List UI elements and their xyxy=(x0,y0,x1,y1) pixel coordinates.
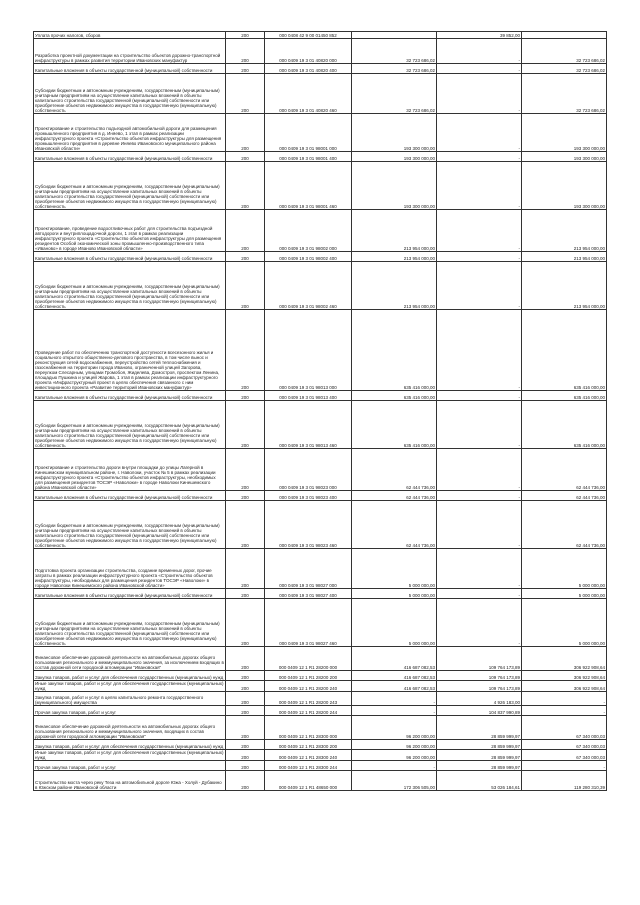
row-name-cell: Субсидии бюджетным и автономным учреждениям, государственным (муниципальным) унитарным предприятиям на осуществление капитальных вложений в объекты капитального строительства государственной (муниципальной) собственности или приобретение объектов недвижимого имущества в государственную (муниципальную) собственность xyxy=(34,162,226,210)
row-line-code-cell: 200 xyxy=(226,761,265,771)
row-classification-code-cell: 000 0409 12 1 R1 28200 240 xyxy=(265,681,352,692)
table-row xyxy=(34,449,607,491)
row-name-cell: Финансовое обеспечение дорожной деятельности на автомобильных дорогах общего пользования регионального и межмуниципального значения, за исключением входящих в состав дорожной сети городской агломерации "Ивановская" xyxy=(34,647,226,671)
row-executed-cell: 28 859 999,97 xyxy=(437,750,522,761)
row-name-cell: Капитальные вложения в объекты государственной (муниципальной) собственности xyxy=(34,391,226,401)
row-approved-plan-cell: 32 723 686,02 xyxy=(352,39,437,64)
row-executed-cell: 28 859 999,97 xyxy=(437,716,522,740)
row-line-code-cell: 200 xyxy=(226,262,265,310)
row-unexecuted-cell: 5 000 000,00 xyxy=(522,589,607,599)
row-executed-cell: - xyxy=(437,589,522,599)
row-line-code-cell: 200 xyxy=(226,449,265,491)
row-classification-code-cell: 000 0409 19 3 01 98013 460 xyxy=(265,401,352,449)
row-unexecuted-cell: 213 954 000,00 xyxy=(522,210,607,252)
row-name-cell: Проведение работ по обеспечению транспортной доступности всесезонного жилья и социального открытого общественно-делового пространства, в том числе вынос и реконструкция сетей водоснабжения, переустройство сетей теплоснабжения и газоснабжения на территории города Иваново, ограниченной улицей Загорова, переулком Слесарным, улицами Громобоя, Жиделева, Домостроя, проспектом Ленина, площадью Пушкина и улицей Жарова, 1 этап в рамках реализации инфраструктурного проекта «Инфраструктурный проект в целях обеспечения связанного с ним инвестиционного проекта «Развитие территорий Ивановских мануфактур» xyxy=(34,310,226,391)
row-line-code-cell: 200 xyxy=(226,692,265,706)
row-unexecuted-cell: 213 954 000,00 xyxy=(522,252,607,262)
row-classification-code-cell: 000 0409 19 3 01 98001 400 xyxy=(265,152,352,162)
row-executed-cell: 109 764 173,89 xyxy=(437,681,522,692)
row-line-code-cell: 200 xyxy=(226,750,265,761)
row-line-code-cell: 200 xyxy=(226,647,265,671)
row-classification-code-cell: 000 0409 19 3 01 98002 000 xyxy=(265,210,352,252)
row-name-cell: Закупка товаров, работ и услуг для обеспечения государственных (муниципальных) нужд xyxy=(34,740,226,750)
table-row xyxy=(34,671,607,681)
row-line-code-cell: 200 xyxy=(226,391,265,401)
row-classification-code-cell: 000 0409 19 3 01 98002 400 xyxy=(265,252,352,262)
row-name-cell: Разработка проектной документации на строительство объектов дорожно-транспортной инфраструктуры в рамках развития территории Ивановских мануфактур xyxy=(34,39,226,64)
row-unexecuted-cell: 5 000 000,00 xyxy=(522,549,607,589)
table-row xyxy=(34,74,607,114)
row-line-code-cell: 200 xyxy=(226,706,265,716)
row-classification-code-cell: 000 0409 12 1 R1 28200 243 xyxy=(265,692,352,706)
row-unexecuted-cell: 306 922 908,64 xyxy=(522,681,607,692)
row-line-code-cell: 200 xyxy=(226,64,265,74)
row-name-cell: Субсидии бюджетным и автономным учреждениям, государственным (муниципальным) унитарным предприятиям на осуществление капитальных вложений в объекты капитального строительства государственной (муниципальной) собственности или приобретение объектов недвижимого имущества в государственную (муниципальную) собственность xyxy=(34,74,226,114)
table-row xyxy=(34,64,607,74)
row-name-cell: Капитальные вложения в объекты государственной (муниципальной) собственности xyxy=(34,64,226,74)
row-unexecuted-cell: 635 416 000,00 xyxy=(522,310,607,391)
table-row xyxy=(34,262,607,310)
table-row xyxy=(34,761,607,771)
row-executed-cell: - xyxy=(437,599,522,647)
row-unexecuted-cell: 193 300 000,00 xyxy=(522,114,607,152)
table-row xyxy=(34,706,607,716)
row-name-cell: Капитальные вложения в объекты государственной (муниципальной) собственности xyxy=(34,589,226,599)
row-classification-code-cell: 000 0409 19 3 01 98002 460 xyxy=(265,262,352,310)
row-unexecuted-cell xyxy=(522,32,607,39)
row-classification-code-cell: 000 0409 19 3 01 98001 460 xyxy=(265,162,352,210)
row-classification-code-cell: 000 0409 19 3 01 40820 000 xyxy=(265,39,352,64)
row-classification-code-cell: 000 0409 12 1 R1 28200 000 xyxy=(265,647,352,671)
row-classification-code-cell: 000 0409 12 1 R1 28200 244 xyxy=(265,706,352,716)
row-line-code-cell: 200 xyxy=(226,210,265,252)
table-row xyxy=(34,401,607,449)
row-name-cell: Проектирование и строительство дороги внутри площадки до улицы Лагерной в Кинешемском муниципальном районе, г. Наволоки, участок № 5 в рамках реализации инфраструктурного проекта «Строительство объектов инфраструктуры, необходимых для размещения резидентов ТОСЭР «Наволоки» в городе Наволоки Кинешемского района Ивановской области» xyxy=(34,449,226,491)
table-row xyxy=(34,692,607,706)
row-unexecuted-cell: 32 723 686,02 xyxy=(522,74,607,114)
row-approved-plan-cell: 5 000 000,00 xyxy=(352,589,437,599)
row-name-cell: Прочая закупка товаров, работ и услуг xyxy=(34,706,226,716)
row-name-cell: Подготовка проекта организации строительства, создание временных дорог, прочие затраты в рамках реализации инфраструктурного проекта «Строительство объектов инфраструктуры, необходимых для размещения резидентов ТОСЭР «Наволоки» в городе Наволоки Кинешемского района Ивановской области» xyxy=(34,549,226,589)
row-executed-cell: - xyxy=(437,162,522,210)
row-name-cell: Капитальные вложения в объекты государственной (муниципальной) собственности xyxy=(34,152,226,162)
table-row xyxy=(34,647,607,671)
row-unexecuted-cell: 5 000 000,00 xyxy=(522,599,607,647)
row-name-cell: Иные закупки товаров, работ и услуг для обеспечения государственных (муниципальных) нужд xyxy=(35,681,224,692)
row-line-code-cell: 200 xyxy=(226,681,265,692)
row-executed-cell: - xyxy=(437,310,522,391)
row-line-code-cell: 200 xyxy=(226,549,265,589)
row-name-cell: Закупка товаров, работ и услуг для обеспечения государственных (муниципальных) нужд xyxy=(34,671,226,681)
table-row xyxy=(34,152,607,162)
row-executed-cell: 28 859 999,97 xyxy=(437,740,522,750)
row-classification-code-cell: 000 0409 19 3 01 98023 000 xyxy=(265,449,352,491)
row-unexecuted-cell: 62 444 736,00 xyxy=(522,501,607,549)
row-unexecuted-cell: - xyxy=(522,761,607,771)
table-row xyxy=(34,39,607,64)
row-approved-plan-cell: 96 200 000,00 xyxy=(352,740,437,750)
row-line-code-cell: 200 xyxy=(226,491,265,501)
row-line-code-cell: 200 xyxy=(226,114,265,152)
row-executed-cell: 109 764 173,89 xyxy=(437,647,522,671)
table-row xyxy=(34,32,607,39)
row-line-code-cell: 200 xyxy=(226,310,265,391)
row-executed-cell: - xyxy=(437,114,522,152)
row-line-code-cell: 200 xyxy=(226,671,265,681)
row-executed-cell: 4 926 183,00 xyxy=(437,692,522,706)
row-unexecuted-cell: 32 723 686,02 xyxy=(522,39,607,64)
row-classification-code-cell: 000 0409 12 1 R1 28300 200 xyxy=(265,740,352,750)
row-executed-cell: 104 837 990,89 xyxy=(437,706,522,716)
row-line-code-cell: 200 xyxy=(226,771,265,791)
row-executed-cell: - xyxy=(437,210,522,252)
row-line-code-cell: 200 xyxy=(226,39,265,64)
row-executed-cell: - xyxy=(437,64,522,74)
row-executed-cell: - xyxy=(437,391,522,401)
row-classification-code-cell: 000 0409 19 3 01 98027 000 xyxy=(265,549,352,589)
row-unexecuted-cell: - xyxy=(522,706,607,716)
row-name-cell: Субсидии бюджетным и автономным учреждениям, государственным (муниципальным) унитарным предприятиям на осуществление капитальных вложений в объекты капитального строительства государственной (муниципальной) собственности или приобретение объектов недвижимого имущества в государственную (муниципальную) собственность xyxy=(34,262,226,310)
row-name-cell: Капитальные вложения в объекты государственной (муниципальной) собственности xyxy=(34,252,226,262)
row-unexecuted-cell: 193 300 000,00 xyxy=(522,152,607,162)
row-approved-plan-cell: 635 416 000,00 xyxy=(352,401,437,449)
row-classification-code-cell: 000 0409 12 1 R1 28300 244 xyxy=(265,761,352,771)
row-approved-plan-cell: 193 300 000,00 xyxy=(352,114,437,152)
row-unexecuted-cell: 119 280 310,39 xyxy=(522,771,607,791)
row-classification-code-cell: 000 0409 12 1 R1 48650 000 xyxy=(265,771,352,791)
row-line-code-cell: 200 xyxy=(226,162,265,210)
row-name-cell: Субсидии бюджетным и автономным учреждениям, государственным (муниципальным) унитарным предприятиям на осуществление капитальных вложений в объекты капитального строительства государственной (муниципальной) собственности или приобретение объектов недвижимого имущества в государственную (муниципальную) собственность xyxy=(34,599,226,647)
table-row xyxy=(34,391,607,401)
row-approved-plan-cell: 32 723 686,02 xyxy=(352,64,437,74)
row-classification-code-cell: 000 0409 19 3 01 98027 460 xyxy=(265,599,352,647)
table-row xyxy=(34,599,607,647)
row-classification-code-cell: 000 0408 42 9 00 01450 852 xyxy=(265,32,352,39)
table-row xyxy=(34,491,607,501)
row-classification-code-cell: 000 0409 19 3 01 98023 460 xyxy=(265,501,352,549)
row-executed-cell: - xyxy=(437,39,522,64)
table-row xyxy=(34,549,607,589)
row-line-code-cell: 200 xyxy=(226,401,265,449)
row-unexecuted-cell: 67 340 000,03 xyxy=(522,716,607,740)
row-approved-plan-cell xyxy=(352,32,437,39)
row-line-code-cell: 200 xyxy=(226,501,265,549)
row-unexecuted-cell: 213 954 000,00 xyxy=(522,262,607,310)
row-unexecuted-cell: 67 340 000,03 xyxy=(522,740,607,750)
table-row xyxy=(34,589,607,599)
row-approved-plan-cell: 416 687 082,53 xyxy=(352,671,437,681)
row-unexecuted-cell: 306 922 908,64 xyxy=(522,671,607,681)
row-unexecuted-cell: 193 300 000,00 xyxy=(522,162,607,210)
table-row xyxy=(34,162,607,210)
row-approved-plan-cell: 5 000 000,00 xyxy=(352,549,437,589)
row-classification-code-cell: 000 0409 12 1 R1 28200 200 xyxy=(265,671,352,681)
row-approved-plan-cell: 96 200 000,00 xyxy=(352,750,437,761)
table-row xyxy=(34,716,607,740)
row-unexecuted-cell: 635 416 000,00 xyxy=(522,401,607,449)
table-row xyxy=(34,771,607,791)
row-unexecuted-cell: 32 723 686,02 xyxy=(522,64,607,74)
table-row xyxy=(34,740,607,750)
row-name-cell: Финансовое обеспечение дорожной деятельности на автомобильных дорогах общего пользования регионального и межмуниципального значения, входящих в состав дорожной сети городской агломерации "Ивановская" xyxy=(34,716,226,740)
row-approved-plan-cell: 635 416 000,00 xyxy=(352,310,437,391)
row-name-cell: Иные закупки товаров, работ и услуг для обеспечения государственных (муниципальных) нужд xyxy=(35,750,224,761)
row-name-cell: Уплата прочих налогов, сборов xyxy=(34,32,226,39)
row-name-cell: Субсидии бюджетным и автономным учреждениям, государственным (муниципальным) унитарным предприятиям на осуществление капитальных вложений в объекты капитального строительства государственной (муниципальной) собственности или приобретение объектов недвижимого имущества в государственную (муниципальную) собственность xyxy=(34,401,226,449)
row-approved-plan-cell: 62 444 736,00 xyxy=(352,501,437,549)
row-executed-cell: - xyxy=(437,549,522,589)
row-approved-plan-cell: - xyxy=(352,692,437,706)
row-executed-cell: - xyxy=(437,74,522,114)
row-classification-code-cell: 000 0409 19 3 01 40820 460 xyxy=(265,74,352,114)
row-executed-cell: - xyxy=(437,252,522,262)
row-name-cell: Строительство моста через реку Теза на автомобильной дороге Южа - Холуй - Дубакино в Южском районе Ивановской области xyxy=(34,771,226,791)
row-approved-plan-cell: 62 444 736,00 xyxy=(352,449,437,491)
row-approved-plan-cell: 172 306 505,00 xyxy=(352,771,437,791)
row-classification-code-cell: 000 0409 12 1 R1 28300 000 xyxy=(265,716,352,740)
row-unexecuted-cell: 306 922 908,64 xyxy=(522,647,607,671)
row-classification-code-cell: 000 0409 12 1 R1 28300 240 xyxy=(265,750,352,761)
table-row xyxy=(34,114,607,152)
row-approved-plan-cell: 193 300 000,00 xyxy=(352,152,437,162)
row-line-code-cell: 200 xyxy=(226,32,265,39)
row-executed-cell: - xyxy=(437,262,522,310)
row-classification-code-cell: 000 0409 19 3 01 98013 400 xyxy=(265,391,352,401)
row-classification-code-cell: 000 0409 19 3 01 98013 000 xyxy=(265,310,352,391)
row-line-code-cell: 200 xyxy=(226,74,265,114)
row-classification-code-cell: 000 0409 19 3 01 98001 000 xyxy=(265,114,352,152)
table-row xyxy=(34,252,607,262)
row-executed-cell: - xyxy=(437,501,522,549)
table-row xyxy=(34,681,607,692)
row-line-code-cell: 200 xyxy=(226,152,265,162)
row-approved-plan-cell: - xyxy=(352,761,437,771)
row-executed-cell: 53 026 184,61 xyxy=(437,771,522,791)
row-executed-cell: 109 764 173,89 xyxy=(437,671,522,681)
row-executed-cell: - xyxy=(437,401,522,449)
row-line-code-cell: 200 xyxy=(226,252,265,262)
row-approved-plan-cell: 5 000 000,00 xyxy=(352,599,437,647)
row-name-cell: Проектирование и строительство подъездной автомобильной дороги для размещения промышленного предприятия в д. Иняево, 1 этап в рамках реализации инфраструктурного проекта «Строительство объектов инфраструктуры для размещения промышленного предприятия в деревне Иняево Ивановского муниципального района Ивановской области» xyxy=(34,114,226,152)
row-unexecuted-cell: 635 416 000,00 xyxy=(522,391,607,401)
row-approved-plan-cell: 32 723 686,02 xyxy=(352,74,437,114)
row-executed-cell: - xyxy=(437,449,522,491)
row-line-code-cell: 200 xyxy=(226,716,265,740)
row-name-cell: Субсидии бюджетным и автономным учреждениям, государственным (муниципальным) унитарным предприятиям на осуществление капитальных вложений в объекты капитального строительства государственной (муниципальной) собственности или приобретение объектов недвижимого имущества в государственную (муниципальную) собственность xyxy=(34,501,226,549)
row-name-cell: Капитальные вложения в объекты государственной (муниципальной) собственности xyxy=(34,491,226,501)
table-row xyxy=(34,210,607,252)
budget-execution-table xyxy=(33,31,607,791)
row-approved-plan-cell: 96 200 000,00 xyxy=(352,716,437,740)
table-row xyxy=(34,750,607,761)
row-unexecuted-cell: 62 444 736,00 xyxy=(522,491,607,501)
row-classification-code-cell: 000 0409 19 3 01 40820 400 xyxy=(265,64,352,74)
row-executed-cell: 28 859 999,97 xyxy=(437,761,522,771)
row-approved-plan-cell: 416 687 082,53 xyxy=(352,681,437,692)
row-executed-cell: - xyxy=(437,152,522,162)
row-unexecuted-cell: - xyxy=(522,692,607,706)
row-classification-code-cell: 000 0409 19 3 01 98027 400 xyxy=(265,589,352,599)
row-approved-plan-cell: 213 954 000,00 xyxy=(352,262,437,310)
row-name-cell: Закупка товаров, работ и услуг в целях капитального ремонта государственного (муниципального) имущества xyxy=(34,692,226,706)
row-name-cell: Проектирование, проведение водоотливочных работ для строительства подъездной автодороги и внутриплощадочной дороги, 1 этап в рамках реализации инфраструктурного проекта «Строительство объектов инфраструктуры для размещения резидентов Особой экономической зоны промышленно-производственного типа «Иваново» в городе Иваново Ивановской области» xyxy=(34,210,226,252)
row-executed-cell: - xyxy=(437,491,522,501)
table-row xyxy=(34,501,607,549)
row-line-code-cell: 200 xyxy=(226,740,265,750)
row-unexecuted-cell: 67 340 000,03 xyxy=(522,750,607,761)
row-approved-plan-cell: 213 954 000,00 xyxy=(352,252,437,262)
row-classification-code-cell: 000 0409 19 3 01 98023 400 xyxy=(265,491,352,501)
row-approved-plan-cell: - xyxy=(352,706,437,716)
row-approved-plan-cell: 213 954 000,00 xyxy=(352,210,437,252)
row-approved-plan-cell: 193 300 000,00 xyxy=(352,162,437,210)
row-executed-cell: 39 852,00 xyxy=(437,32,522,39)
table-row xyxy=(34,310,607,391)
row-unexecuted-cell: 62 444 736,00 xyxy=(522,449,607,491)
row-approved-plan-cell: 62 444 736,00 xyxy=(352,491,437,501)
row-line-code-cell: 200 xyxy=(226,599,265,647)
row-name-cell: Прочая закупка товаров, работ и услуг xyxy=(34,761,226,771)
row-approved-plan-cell: 635 416 000,00 xyxy=(352,391,437,401)
row-approved-plan-cell: 416 687 082,53 xyxy=(352,647,437,671)
row-line-code-cell: 200 xyxy=(226,589,265,599)
